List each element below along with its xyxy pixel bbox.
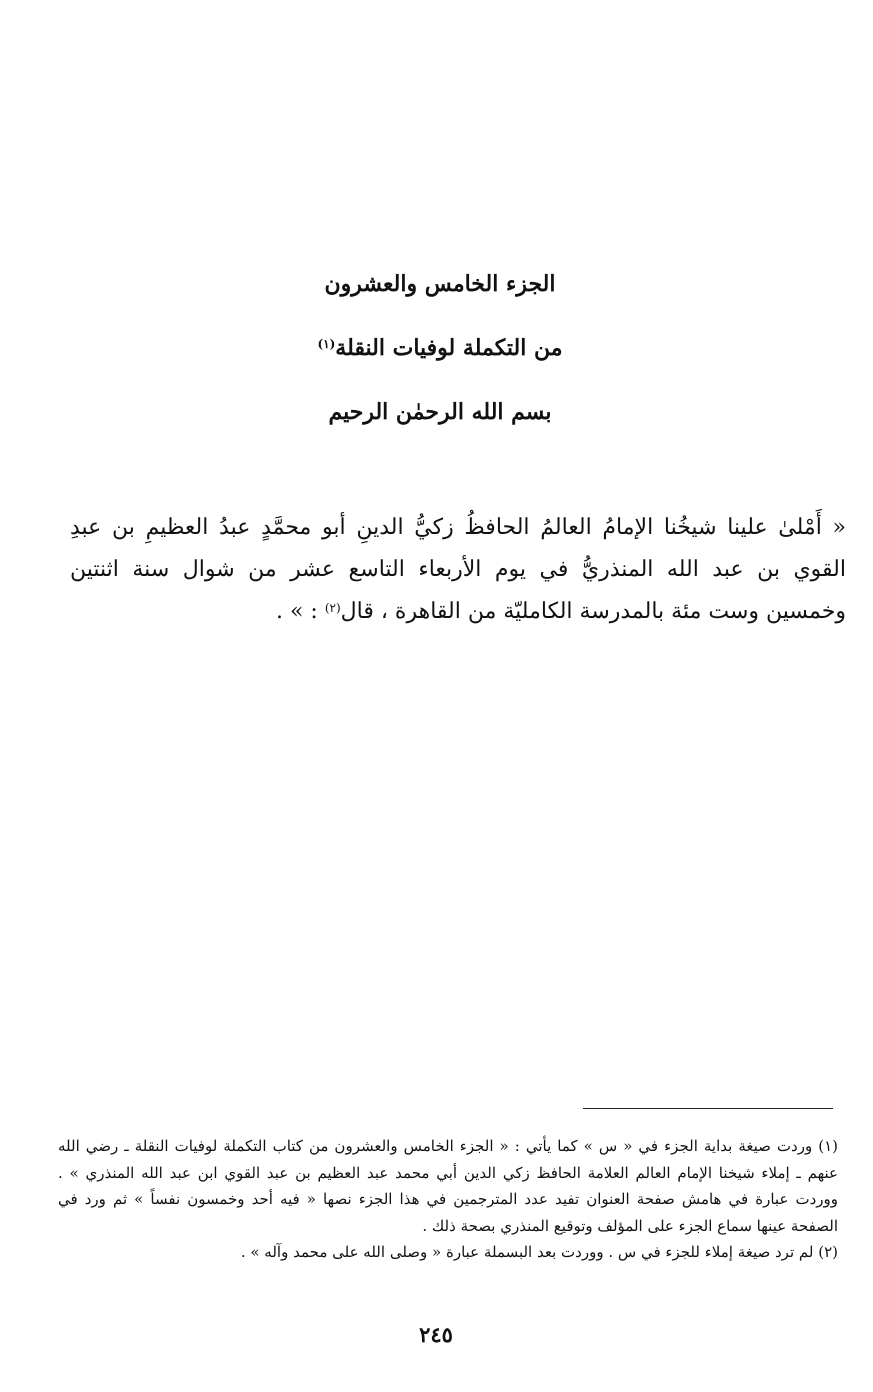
basmala: بسم الله الرحمٰن الرحيم bbox=[328, 399, 552, 425]
part-title: الجزء الخامس والعشرون bbox=[324, 271, 556, 297]
footnote-ref-2[interactable]: (٢) bbox=[324, 601, 341, 615]
main-paragraph-text: « أَمْلىٰ علينا شيخُنا الإمامُ العالمُ الحافظُ زكيُّ الدينِ أبو محمَّدٍ عبدُ العظيمِ بن عبدِ القوي بن عبد الله المنذريُّ في يوم الأربعاء التاسع عشر من شوال سنة اثنتين وخمسين وست مئة بالمدرسة الكامليّة من القاهرة ، قال bbox=[70, 515, 846, 624]
book-title-text: من التكملة لوفيات النقلة bbox=[335, 335, 563, 361]
main-paragraph-closing: : » . bbox=[275, 599, 325, 624]
page-number: ٢٤٥ bbox=[419, 1322, 453, 1347]
heading-block bbox=[230, 262, 650, 454]
footnote-2: (٢) لم ترد صيغة إملاء للجزء في س . ووردت بعد البسملة عبارة « وصلى الله على محمد وآله » . bbox=[240, 1243, 838, 1261]
footnote-1: (١) وردت صيغة بداية الجزء في « س » كما يأتي : « الجزء الخامس والعشرون من كتاب التكملة لوفيات النقلة ـ رضي الله عنهم ـ إملاء شيخنا الإمام العالم العلامة الحافظ زكي الدين أبي محمد عبد العظيم بن عبد القوي ابن عبد الله المنذري » . ووردت عبارة في هامش صفحة العنوان تفيد عدد المترجمين في هذا الجزء نصها « فيه أحد وخمسون نفساً » ثم ورد في الصفحة عينها سماع الجزء على المؤلف وتوقيع المنذري بصحة ذلك . bbox=[58, 1137, 838, 1235]
main-paragraph bbox=[70, 507, 846, 633]
footnote-separator bbox=[583, 1108, 833, 1109]
footnotes-block bbox=[58, 1133, 838, 1266]
book-title bbox=[230, 326, 650, 390]
footnote-ref-1[interactable]: (١) bbox=[317, 337, 336, 351]
